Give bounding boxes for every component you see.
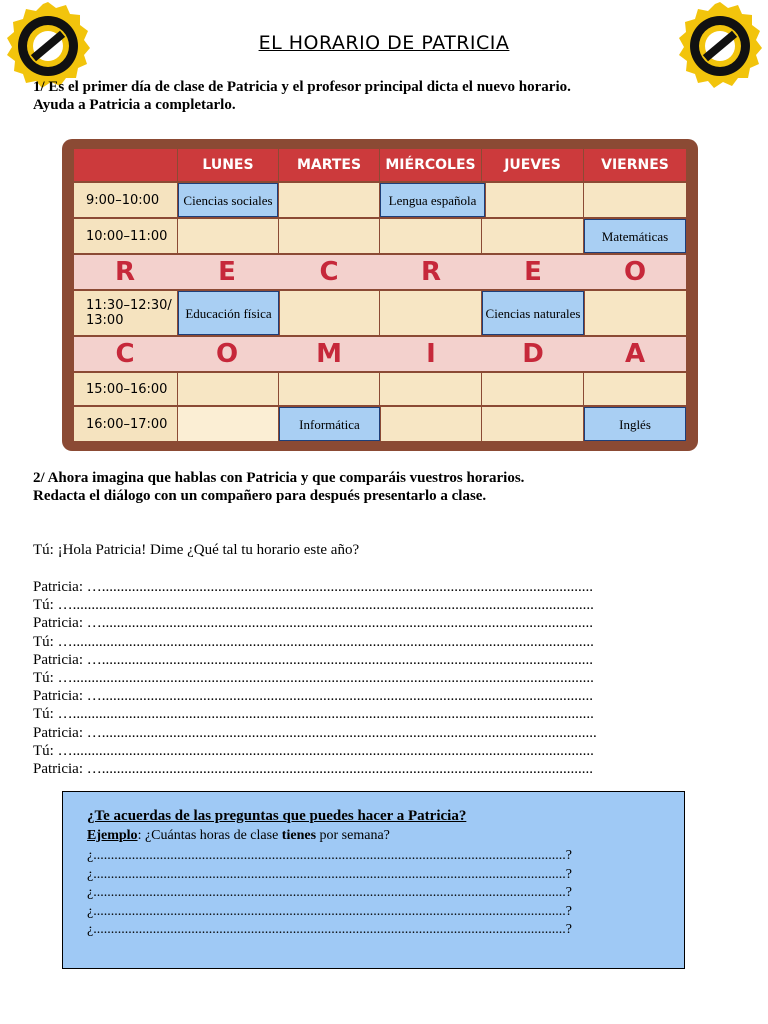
band-letter: O	[623, 257, 647, 287]
band-letter: O	[215, 339, 239, 369]
page-title: EL HORARIO DE PATRICIA	[258, 32, 510, 54]
time-slot: 10:00–11:00	[74, 219, 177, 253]
empty-cell[interactable]	[380, 373, 481, 405]
band-letter: E	[218, 257, 236, 287]
empty-cell[interactable]	[482, 373, 583, 405]
instruction-2: 2/ Ahora imagina que hablas con Patricia y que comparáis vuestros horarios. Redacta el diálogo con un compañero para después presentarlo a clase.	[33, 470, 525, 504]
instruction-1: 1/ Es el primer día de clase de Patricia y el profesor principal dicta el nuevo horario. Ayuda a Patricia a completarlo.	[33, 79, 571, 113]
day-header-viernes: VIERNES	[584, 149, 686, 181]
time-slot: 9:00–10:00	[74, 183, 177, 217]
question-answer-line[interactable]: ¿.......................................................................................................................................?	[87, 885, 572, 900]
band-letter: D	[522, 339, 544, 369]
subject-ciencias-naturales: Ciencias naturales	[482, 291, 584, 335]
day-header-miercoles: MIÉRCOLES	[380, 149, 481, 181]
time-slot: 16:00–17:00	[74, 407, 177, 441]
day-header-lunes: LUNES	[178, 149, 278, 181]
example-question: Ejemplo: ¿Cuántas horas de clase tienes por semana?	[87, 828, 390, 843]
empty-cell[interactable]	[178, 373, 278, 405]
recreo-band	[74, 255, 686, 289]
subject-lengua: Lengua española	[380, 183, 485, 217]
dialog-answer-line[interactable]: Patricia: …....................................................................................................................................	[33, 724, 597, 741]
band-letter: R	[420, 257, 442, 287]
empty-cell[interactable]	[585, 291, 686, 335]
band-letter: C	[319, 257, 339, 287]
subject-matematicas: Matemáticas	[584, 219, 686, 253]
dialog-answer-line[interactable]: Tú: …...........................................................................................................................................	[33, 633, 594, 650]
empty-cell[interactable]	[482, 407, 583, 441]
band-letter: A	[624, 339, 646, 369]
question-answer-line[interactable]: ¿.......................................................................................................................................?	[87, 903, 572, 919]
band-letter: C	[115, 339, 135, 369]
band-letter: E	[524, 257, 542, 287]
dialog-answer-line[interactable]: Patricia: …...................................................................................................................................	[33, 615, 593, 632]
question-answer-line[interactable]: ¿.......................................................................................................................................?	[87, 848, 572, 863]
question-answer-line[interactable]: ¿.......................................................................................................................................?	[87, 866, 572, 882]
dialog-answer-line[interactable]: Tú: …...........................................................................................................................................	[33, 706, 594, 723]
day-header-martes: MARTES	[279, 149, 379, 181]
time-slot: 11:30–12:30/ 13:00	[74, 291, 177, 335]
subject-educacion-fisica: Educación física	[178, 291, 279, 335]
dialog-answer-line[interactable]: Tú: …...........................................................................................................................................	[33, 670, 594, 686]
empty-cell[interactable]	[178, 407, 278, 441]
dialog-answer-line[interactable]: Patricia: …...................................................................................................................................	[33, 688, 593, 705]
empty-cell[interactable]	[486, 183, 583, 217]
empty-cell[interactable]	[279, 373, 379, 405]
questions-box	[62, 791, 685, 969]
questions-title: ¿Te acuerdas de las preguntas que puedes hacer a Patricia?	[87, 808, 467, 824]
subject-informatica: Informática	[279, 407, 380, 441]
empty-cell[interactable]	[584, 183, 686, 217]
band-letter: M	[316, 339, 342, 369]
empty-cell[interactable]	[482, 219, 583, 253]
dialog-answer-line[interactable]: Patricia: …...................................................................................................................................	[33, 579, 593, 595]
dialog-answer-line[interactable]: Tú: …...........................................................................................................................................	[33, 597, 594, 614]
time-slot: 15:00–16:00	[74, 373, 177, 405]
empty-cell[interactable]	[381, 407, 481, 441]
empty-cell[interactable]	[584, 373, 686, 405]
question-answer-line[interactable]: ¿.......................................................................................................................................?	[87, 922, 572, 937]
dialog-answer-line[interactable]: Patricia: …...................................................................................................................................	[33, 761, 593, 777]
comida-band	[74, 337, 686, 371]
dialog-answer-line[interactable]: Patricia: …...................................................................................................................................	[33, 651, 593, 668]
empty-cell[interactable]	[178, 219, 278, 253]
empty-cell[interactable]	[380, 291, 481, 335]
band-letter: I	[426, 339, 436, 369]
empty-cell[interactable]	[280, 291, 379, 335]
empty-cell[interactable]	[279, 183, 379, 217]
timetable	[62, 139, 698, 451]
band-letter: R	[114, 257, 136, 287]
day-header-jueves: JUEVES	[482, 149, 583, 181]
subject-ingles: Inglés	[584, 407, 686, 441]
subject-ciencias-sociales: Ciencias sociales	[178, 183, 278, 217]
empty-cell[interactable]	[279, 219, 379, 253]
dialog-intro: Tú: ¡Hola Patricia! Dime ¿Qué tal tu horario este año?	[33, 542, 360, 558]
empty-cell[interactable]	[380, 219, 481, 253]
dialog-answer-line[interactable]: Tú: …...........................................................................................................................................	[33, 742, 594, 759]
